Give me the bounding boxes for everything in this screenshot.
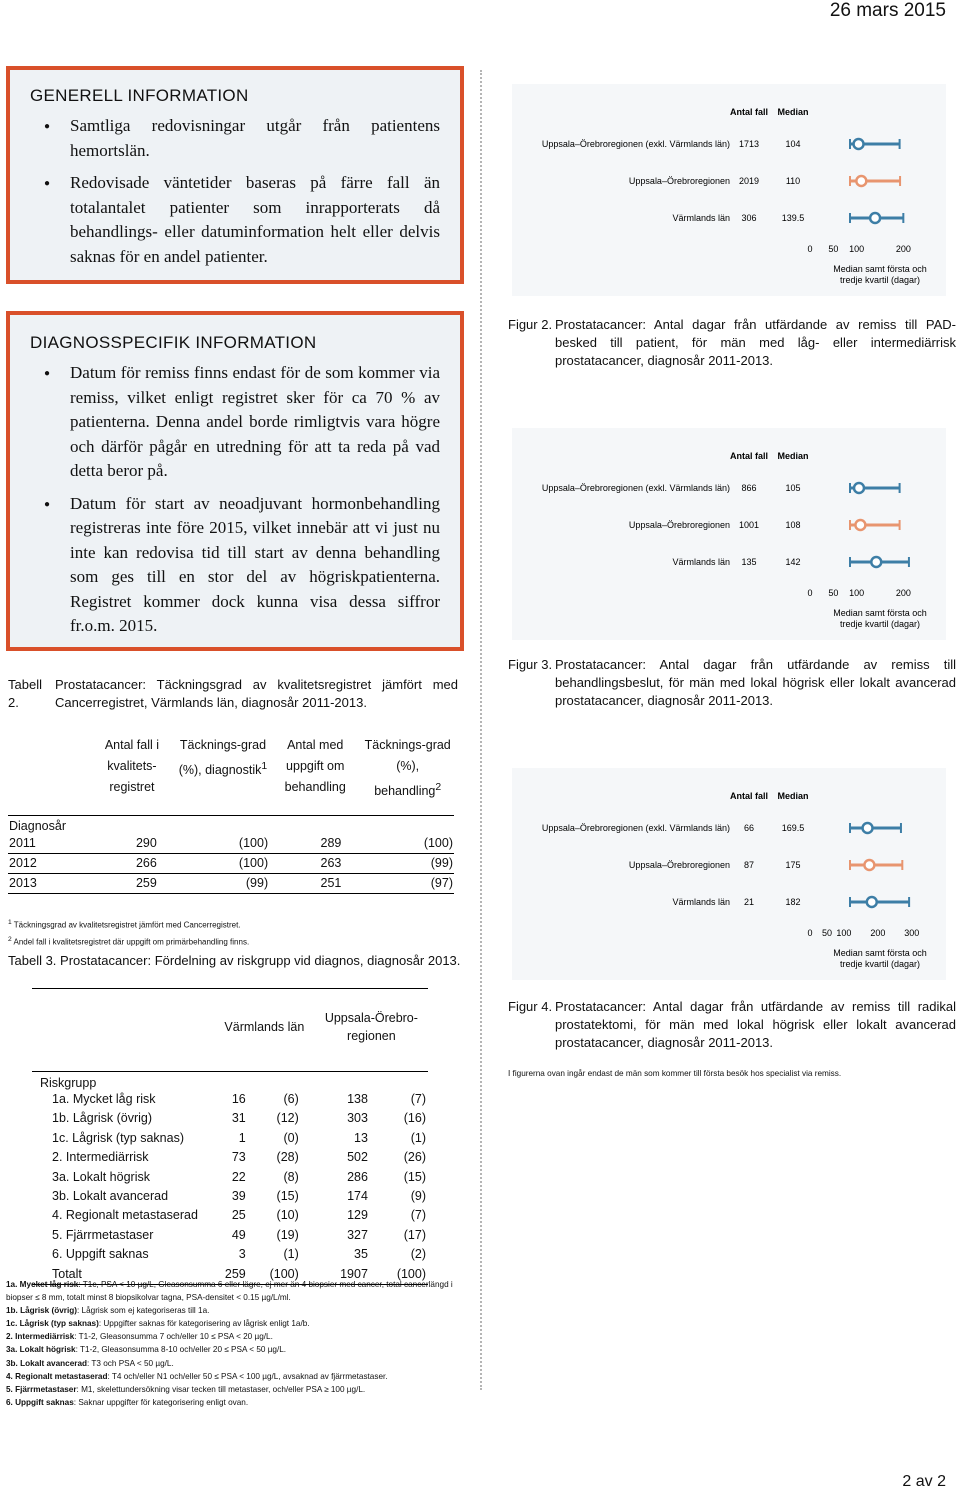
- table-row: [8, 854, 454, 874]
- figure4-caption-label: Figur 4.: [508, 999, 553, 1014]
- footnote-text: : T1c, PSA < 10 µg/L, Gleasonsumma 6 eller lägre, ej mer än 4 biopsier med cancer, total cancerlängd i biopser ≤ 8 mm, totalt minst 8 biopsikolvar tagna, PSA-densitet < 0.15 µg/L/ml.: [6, 1280, 453, 1303]
- x-tick-label: 50: [828, 588, 839, 598]
- table-row: [32, 1148, 428, 1167]
- row-median: 110: [785, 176, 801, 186]
- table2-caption: [8, 676, 458, 712]
- diagnosis-info-title: DIAGNOSSPECIFIK INFORMATION: [30, 333, 317, 352]
- row-antal-fall: 1001: [738, 520, 760, 530]
- table3-cell-label: 3a. Lokalt högrisk: [52, 1169, 150, 1184]
- footnote-key: 4. Regionalt metastaserad: [6, 1371, 108, 1381]
- table3-cell-v: 25: [231, 1208, 246, 1223]
- x-tick-label: 0: [807, 244, 813, 254]
- table2-cell-cov: (100): [238, 836, 269, 851]
- table3-cell-rp: (7): [410, 1092, 426, 1106]
- table3-cell-rp: (2): [410, 1247, 426, 1262]
- table3-cell-vp: (0): [283, 1130, 299, 1145]
- row-antal-fall: 87: [743, 860, 755, 870]
- table3-cell-v: 3: [238, 1247, 246, 1262]
- general-info-title: GENERELL INFORMATION: [30, 86, 249, 105]
- row-label: Uppsala–Örebroregionen: [628, 860, 730, 870]
- median-point: [863, 823, 873, 833]
- footnote-key: 5. Fjärrmetastaser: [6, 1384, 77, 1394]
- table3-cell-r: 303: [347, 1111, 368, 1126]
- column-divider: [480, 70, 482, 1390]
- table-row: [32, 1090, 428, 1109]
- table2-cell-covb: (97): [430, 876, 453, 891]
- table-row: [8, 874, 454, 894]
- table3-cell-label: 1a. Mycket låg risk: [52, 1092, 156, 1106]
- row-median: 108: [785, 520, 801, 530]
- table3-cell-label: 4. Regionalt metastaserad: [52, 1208, 198, 1223]
- general-bullet-2: ● Redovisade väntetider baseras på färre fall än totalantalet patienter som inrapporterats då behandlings- eller datuminformation helt eller delvis saknas för en andel patienter.: [70, 171, 440, 269]
- footnote-item: [6, 1330, 466, 1343]
- table3-cell-rp: (9): [410, 1189, 426, 1204]
- footnote-item: [6, 1357, 466, 1370]
- table2-group-label: Diagnosår: [9, 819, 66, 834]
- figure-note: I figurerna ovan ingår endast de män som kommer till första besök hos specialist via remiss.: [508, 1069, 842, 1078]
- table3-cell-label: 2. Intermediärrisk: [52, 1150, 149, 1165]
- table3-cell-vp: (19): [276, 1227, 299, 1242]
- x-axis-label: Median samt första och tredje kvartil (dagar): [833, 264, 927, 285]
- x-tick-label: 50: [828, 244, 839, 254]
- table2-cell-nb: 263: [320, 856, 342, 871]
- table3-cell-vp: (10): [276, 1208, 299, 1223]
- table2-header-coverage-diag: Täcknings-grad (%), diagnostik$^1$: [178, 738, 268, 778]
- header-antal-fall: Antal fall: [729, 107, 769, 117]
- footnote-item: [6, 1370, 466, 1383]
- row-label: Uppsala–Örebroregionen: [628, 176, 730, 186]
- table3-header-varmland: Värmlands län: [214, 989, 315, 1066]
- x-tick-label: 200: [895, 244, 911, 254]
- figure4-caption-text: Prostatacancer: Antal dagar från utfärdande av remiss till radikal prostatektomi, för män med lokal högrisk eller lokalt avancerad prostatacancer, diagnosår 2011-2013.: [555, 999, 956, 1050]
- figure3-caption-label: Figur 3.: [508, 657, 553, 672]
- table2-note-1: $^1$ Täckningsgrad av kvalitetsregistret jämfört med Cancerregistret.: [8, 919, 241, 930]
- median-point: [870, 213, 880, 223]
- table2-cell-cov: (100): [238, 856, 269, 871]
- footnote-item: [6, 1383, 466, 1396]
- row-median: 139.5: [781, 213, 805, 223]
- table-row: [32, 1187, 428, 1206]
- table2-cell-nb: 289: [320, 836, 342, 851]
- table3-cell-v: 259: [224, 1266, 246, 1281]
- row-label: Uppsala–Örebroregionen: [628, 520, 730, 530]
- diagnosis-bullet-2: ● Datum för start av neoadjuvant hormonbehandling registreras inte före 2015, vilket innebär att vi just nu inte kan redovisa tid till start av denna behandling som ges till en stor del av högriskpatienterna. Registret kommer dock kunna visa dessa siffror fr.o.m. 2015.: [70, 492, 440, 639]
- median-point: [867, 897, 877, 907]
- row-median: 169.5: [781, 823, 805, 833]
- table3-cell-v: 73: [231, 1150, 246, 1165]
- table3-cell-vp: (28): [276, 1150, 299, 1165]
- row-antal-fall: 66: [743, 823, 755, 833]
- table3-cell-rp: (16): [403, 1111, 426, 1126]
- table3-cell-label: 6. Uppgift saknas: [52, 1247, 149, 1262]
- x-tick-label: 300: [904, 928, 920, 938]
- table3-cell-r: 327: [347, 1227, 368, 1242]
- figure3-panel: [512, 428, 946, 640]
- footnote-text: : T4 och/eller N1 och/eller 50 ≤ PSA < 100 µg/L, avsaknad av fjärrmetastaser.: [107, 1371, 388, 1381]
- median-point: [864, 860, 874, 870]
- table3-cell-r: 502: [347, 1150, 368, 1165]
- table3-cell-label: 1c. Lågrisk (typ saknas): [52, 1130, 184, 1145]
- footnote-item: [6, 1396, 466, 1409]
- x-axis-label: Median samt första och tredje kvartil (dagar): [833, 948, 927, 969]
- table3-cell-label: 5. Fjärrmetastaser: [52, 1227, 154, 1242]
- row-median: 104: [785, 139, 801, 149]
- footnote-key: 3b. Lokalt avancerad: [6, 1358, 87, 1368]
- figure4-chart: [512, 768, 946, 980]
- table3-caption: [8, 952, 468, 970]
- table-row: [32, 1129, 428, 1148]
- figure2-panel: [512, 84, 946, 296]
- median-point: [856, 176, 866, 186]
- table2-cell-n: 290: [135, 836, 157, 851]
- median-point: [871, 557, 881, 567]
- table2-cell-cov: (99): [245, 876, 269, 891]
- table-row: [32, 1245, 428, 1264]
- table3-cell-r: 129: [347, 1208, 368, 1223]
- footnote-item: [6, 1317, 466, 1330]
- table3-group-label: Riskgrupp: [40, 1076, 97, 1090]
- row-antal-fall: 21: [743, 897, 755, 907]
- figure2-caption: [508, 316, 956, 370]
- table3-cell-vp: (1): [283, 1247, 299, 1262]
- row-label: Uppsala–Örebroregionen (exkl. Värmlands län): [541, 483, 730, 493]
- median-point: [855, 520, 865, 530]
- header-antal-fall: Antal fall: [729, 451, 769, 461]
- table3-cell-vp: (6): [283, 1092, 299, 1106]
- table3-cell-rp: (7): [410, 1208, 426, 1223]
- x-axis-label: Median samt första och tredje kvartil (dagar): [833, 608, 927, 629]
- footnote-key: 1a. Mycket låg risk: [6, 1280, 79, 1289]
- table2-sup-2: 2: [435, 782, 442, 793]
- table2-sup-1: 1: [261, 761, 268, 772]
- table3-cell-r: 1907: [340, 1266, 368, 1281]
- table-row: [32, 1226, 428, 1245]
- x-tick-label: 0: [807, 588, 813, 598]
- footnote-text: : M1, skelettundersökning visar tecken till metastaser, och/eller PSA ≥ 100 µg/L.: [76, 1384, 366, 1394]
- table3-cell-v: 39: [231, 1189, 246, 1204]
- figure3-caption: [508, 656, 956, 710]
- figure2-chart: [512, 84, 946, 296]
- x-tick-label: 100: [849, 244, 865, 254]
- median-point: [854, 139, 864, 149]
- footnote-text: : Lågrisk som ej kategoriseras till 1a.: [76, 1306, 210, 1316]
- footnote-key: 1b. Lågrisk (övrig): [6, 1306, 77, 1316]
- footnote-text: : Saknar uppgifter för kategorisering enligt ovan.: [73, 1397, 249, 1407]
- table3-cell-r: 13: [354, 1130, 368, 1145]
- row-label: Värmlands län: [672, 557, 730, 567]
- page-date: 26 mars 2015: [829, 0, 946, 21]
- table2-header-coverage-treat: Täcknings-grad (%), behandling$^2$: [364, 738, 451, 799]
- table3-cell-rp: (26): [403, 1150, 426, 1165]
- diagnosis-info-box: [6, 311, 464, 651]
- x-tick-label: 200: [895, 588, 911, 598]
- diagnosis-bullet-1: ● Datum för remiss finns endast för de som kommer via remiss, vilket enligt registret sker för ca 70 % av patienterna. Denna andel borde rimligtvis vara högre och därför pågår en utredning för att ta reda på vad detta beror på.: [70, 361, 440, 484]
- table3-cell-rp: (100): [396, 1266, 426, 1281]
- row-label: Värmlands län: [672, 213, 730, 223]
- table3-cell-vp: (8): [283, 1169, 299, 1184]
- header-antal-fall: Antal fall: [729, 791, 769, 801]
- x-tick-label: 200: [870, 928, 886, 938]
- table2-caption-label: Tabell 2.: [8, 677, 42, 710]
- x-tick-label: 100: [836, 928, 852, 938]
- footnote-item: [6, 1278, 466, 1304]
- header-median: Median: [777, 451, 809, 461]
- table2: [8, 734, 456, 949]
- table3-cell-v: 1: [238, 1130, 246, 1145]
- row-antal-fall: 306: [741, 213, 757, 223]
- row-antal-fall: 2019: [738, 176, 760, 186]
- table3-cell-r: 174: [347, 1189, 368, 1204]
- row-label: Uppsala–Örebroregionen (exkl. Värmlands län): [541, 139, 730, 149]
- table3: [32, 988, 430, 1285]
- table2-cell-covb: (100): [423, 836, 453, 851]
- x-tick-label: 0: [807, 928, 813, 938]
- footnote-item: [6, 1304, 466, 1317]
- figure3-chart: [512, 428, 946, 640]
- table3-cell-rp: (1): [410, 1130, 426, 1145]
- table2-caption-text: Prostatacancer: Täckningsgrad av kvalitetsregistret jämfört med Cancerregistret, Värmlands län, diagnosår 2011-2013.: [55, 677, 458, 710]
- table-row: [8, 834, 454, 854]
- table2-cell-covb: (99): [430, 856, 453, 871]
- row-label: Värmlands län: [672, 897, 730, 907]
- table-row: [32, 1109, 428, 1128]
- table-row: [32, 1168, 428, 1187]
- table3-cell-r: 286: [347, 1169, 368, 1184]
- figure2-caption-text: Prostatacancer: Antal dagar från utfärdande av remiss till PAD-besked till patient, för män med låg- eller intermediärrisk prostatacancer, diagnosår 2011-2013.: [555, 317, 956, 368]
- footnote-key: 3a. Lokalt högrisk: [6, 1345, 76, 1355]
- table3-cell-vp: (15): [276, 1189, 299, 1204]
- table3-cell-label: 1b. Lågrisk (övrig): [52, 1111, 153, 1126]
- table2-header-treatment: Antal med uppgift om behandling: [284, 738, 346, 794]
- risk-footnotes: [6, 1278, 466, 1409]
- row-antal-fall: 1713: [738, 139, 760, 149]
- table2-cell-year: 2013: [9, 876, 37, 891]
- table3-cell-r: 138: [347, 1092, 368, 1106]
- row-label: Uppsala–Örebroregionen (exkl. Värmlands län): [541, 823, 730, 833]
- median-point: [854, 483, 864, 493]
- table2-cell-year: 2011: [9, 836, 36, 851]
- table3-cell-v: 31: [231, 1111, 246, 1126]
- header-median: Median: [777, 791, 809, 801]
- figure2-caption-label: Figur 2.: [508, 317, 553, 332]
- footnote-text: : Uppgifter saknas för kategorisering av lågrisk enligt 1a/b.: [98, 1319, 310, 1329]
- row-antal-fall: 135: [741, 557, 757, 567]
- table2-cell-year: 2012: [9, 856, 37, 871]
- page-number: 2 av 2: [902, 1473, 946, 1490]
- table3-cell-vp: (12): [276, 1111, 299, 1126]
- footnote-text: : T1-2, Gleasonsumma 7 och/eller 10 ≤ PSA < 20 µg/L.: [74, 1332, 273, 1342]
- table3-caption-label: Tabell 3.: [8, 953, 57, 968]
- table-row: [32, 1206, 428, 1225]
- figure3-caption-text: Prostatacancer: Antal dagar från utfärdande av remiss till behandlingsbeslut, för män med lokal högrisk eller lokalt avancerad prostatacancer, diagnosår 2011-2013.: [555, 657, 956, 708]
- row-median: 142: [785, 557, 801, 567]
- general-bullet-1: ● Samtliga redovisningar utgår från patientens hemortslän.: [70, 114, 440, 163]
- table3-header-region: Uppsala-Örebro-regionen: [315, 989, 428, 1066]
- figure4-caption: [508, 998, 956, 1052]
- table3-cell-label: Totalt: [52, 1266, 82, 1281]
- table3-cell-r: 35: [354, 1247, 368, 1262]
- table3-caption-text: Prostatacancer: Fördelning av riskgrupp vid diagnos, diagnosår 2013.: [60, 953, 461, 968]
- table3-cell-v: 22: [231, 1169, 246, 1184]
- footnote-key: 2. Intermediärrisk: [6, 1332, 75, 1342]
- table2-cell-n: 266: [135, 856, 157, 871]
- table2-cell-n: 259: [135, 876, 157, 891]
- figure4-panel: [512, 768, 946, 980]
- footnote-key: 6. Uppgift saknas: [6, 1397, 74, 1407]
- row-median: 182: [785, 897, 801, 907]
- table3-cell-v: 49: [231, 1227, 246, 1242]
- table2-cell-nb: 251: [320, 876, 342, 891]
- table3-cell-label: 3b. Lokalt avancerad: [52, 1189, 169, 1204]
- x-tick-label: 50: [821, 928, 832, 938]
- table3-cell-rp: (17): [403, 1227, 426, 1242]
- x-tick-label: 100: [849, 588, 865, 598]
- header-median: Median: [777, 107, 809, 117]
- footnote-key: 1c. Lågrisk (typ saknas): [6, 1319, 99, 1329]
- table2-note-2: $^2$ Andel fall i kvalitetsregistret där uppgift om primärbehandling finns.: [8, 935, 250, 947]
- table3-cell-v: 16: [231, 1092, 246, 1106]
- table3-cell-vp: (100): [269, 1266, 299, 1281]
- row-median: 175: [785, 860, 801, 870]
- row-antal-fall: 866: [741, 483, 757, 493]
- row-median: 105: [785, 483, 801, 493]
- general-info-box: [6, 66, 464, 284]
- footnote-item: [6, 1343, 466, 1356]
- table3-cell-rp: (15): [403, 1169, 426, 1184]
- footnote-text: : T1-2, Gleasonsumma 8-10 och/eller 20 ≤ PSA < 50 µg/L.: [75, 1345, 287, 1355]
- table2-header-cases: Antal fall i kvalitets-registret: [104, 738, 160, 794]
- footnote-text: : T3 och PSA < 50 µg/L.: [87, 1358, 174, 1368]
